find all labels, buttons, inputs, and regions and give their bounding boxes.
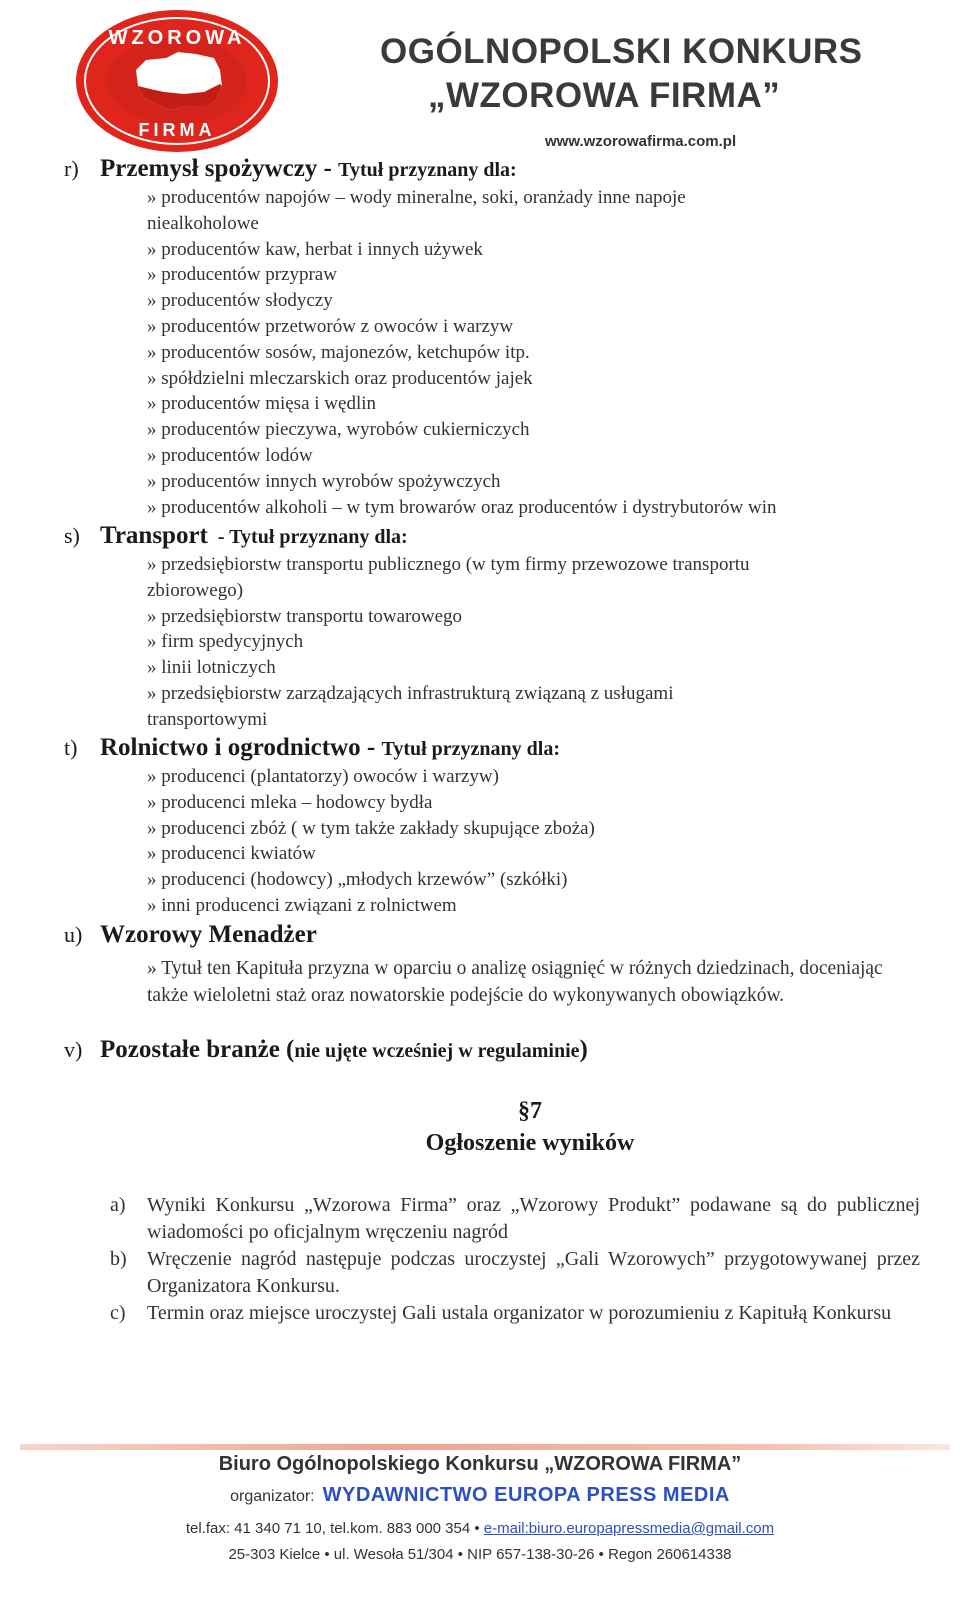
list-item: niealkoholowe <box>147 212 259 234</box>
result-item-c <box>110 1300 920 1327</box>
paragraph-number: §7 <box>518 1098 542 1124</box>
list-item: » producenci (hodowcy) „młodych krzewów” (szkółki) <box>147 869 568 891</box>
list-item: transportowymi <box>147 708 268 730</box>
list-item: » producentów sosów, majonezów, ketchupów itp. <box>147 341 530 363</box>
website-url: www.wzorowafirma.com.pl <box>545 133 737 150</box>
section-name: Transport <box>100 522 208 549</box>
item-text: Wyniki Konkursu „Wzorowa Firma” oraz „Wzorowy Produkt” podawane są do publicznej wiadomości po oficjalnym wręczeniu nagród <box>147 1194 920 1243</box>
section-r-list <box>147 185 927 520</box>
result-item-a <box>110 1192 920 1246</box>
item-letter: b) <box>110 1248 127 1270</box>
contest-title <box>380 30 950 118</box>
section-name-end: ) <box>579 1036 588 1063</box>
section-letter: u) <box>64 922 83 947</box>
list-item: » producentów słodyczy <box>147 290 333 312</box>
section-name: Pozostałe branże ( <box>100 1036 295 1063</box>
result-item-b <box>110 1246 920 1300</box>
section-r-heading <box>64 155 517 183</box>
list-item: » producenci kwiatów <box>147 843 316 865</box>
footer-organizer <box>0 1484 960 1507</box>
list-item: » producenci mleka – hodowcy bydła <box>147 791 433 813</box>
footer-office: Biuro Ogólnopolskiego Konkursu „WZOROWA FIRMA” <box>218 1453 742 1475</box>
section-u-heading <box>64 921 317 949</box>
list-item: » producentów napojów – wody mineralne, soki, oranżady inne napoje <box>147 187 686 208</box>
list-item: » producentów przypraw <box>147 264 337 286</box>
list-item: » producentów alkoholi – w tym browarów oraz producentów i dystrybutorów win <box>147 496 777 518</box>
section-s-list <box>147 552 927 733</box>
list-item: zbiorowego) <box>147 579 244 601</box>
footer-address: 25-303 Kielce • ul. Wesoła 51/304 • NIP 657-138-30-26 • Regon 260614338 <box>228 1546 732 1563</box>
list-item: » firm spedycyjnych <box>147 631 304 653</box>
section-subtitle: Tytuł przyznany dla: <box>381 738 561 760</box>
list-item: » inni producenci związani z rolnictwem <box>147 894 457 916</box>
paragraph-title: Ogłoszenie wyników <box>425 1130 635 1156</box>
contact-phones: tel.fax: 41 340 71 10, tel.kom. 883 000 354 • <box>185 1520 484 1537</box>
list-item: » producenci zbóż ( w tym także zakłady skupujące zboża) <box>147 817 595 839</box>
section-name: Przemysł spożywczy - <box>100 155 339 182</box>
list-item: » przedsiębiorstw transportu publicznego (w tym firmy przewozowe transportu <box>147 554 750 575</box>
organizer-label: organizator: <box>230 1488 315 1505</box>
item-text: Termin oraz miejsce uroczystej Gali ustala organizator w porozumieniu z Kapitułą Konkursu <box>147 1302 892 1324</box>
section-u-paragraph: » Tytuł ten Kapituła przyzna w oparciu o analizę osiągnięć w różnych dziedzinach, doceniając także wieloletni staż oraz nowatorskie podejście do wykonywanych obowiązków. <box>147 958 883 1006</box>
list-item: » spółdzielni mleczarskich oraz producentów jajek <box>147 367 533 389</box>
item-letter: a) <box>110 1194 126 1216</box>
logo-bottom-text: FIRMA <box>138 120 216 140</box>
footer-contact <box>0 1520 960 1537</box>
section-subtitle: Tytuł przyznany dla: <box>338 159 517 181</box>
section-letter: s) <box>64 523 80 548</box>
section-s-heading <box>64 522 408 550</box>
item-letter: c) <box>110 1302 126 1324</box>
list-item: » producenci (plantatorzy) owoców i warzyw) <box>147 766 499 787</box>
section-t-heading <box>64 734 560 762</box>
contest-title-line2: „WZOROWA FIRMA” <box>428 76 781 115</box>
section-letter: r) <box>64 156 79 181</box>
list-item: » producentów lodów <box>147 444 313 466</box>
list-item: » przedsiębiorstw transportu towarowego <box>147 605 463 627</box>
list-item: » producentów pieczywa, wyrobów cukierniczych <box>147 419 530 441</box>
section-name: Wzorowy Menadżer <box>100 921 317 948</box>
organizer-name: WYDAWNICTWO EUROPA PRESS MEDIA <box>322 1484 730 1506</box>
section-subtitle: nie ujęte wcześniej w regulaminie <box>294 1040 580 1062</box>
section-t-list <box>147 764 927 919</box>
section-v-heading <box>64 1036 588 1064</box>
logo-top-text: WZOROWA <box>108 27 246 49</box>
item-text: Wręczenie nagród następuje podczas uroczystej „Gali Wzorowych” przygotowywanej przez Organizatora Konkursu. <box>147 1248 920 1297</box>
contest-title-line1: OGÓLNOPOLSKI KONKURS <box>380 32 863 71</box>
list-item: » linii lotniczych <box>147 657 276 679</box>
section-letter: v) <box>64 1037 83 1062</box>
list-item: » producentów mięsa i wędlin <box>147 393 377 415</box>
list-item: » producentów przetworów z owoców i warzyw <box>147 315 514 337</box>
list-item: » producentów innych wyrobów spożywczych <box>147 470 501 492</box>
wzorowa-firma-logo <box>74 8 280 154</box>
section-name: Rolnictwo i ogrodnictwo - <box>100 734 382 761</box>
section-subtitle: - Tytuł przyznany dla: <box>207 526 408 548</box>
list-item: » przedsiębiorstw zarządzających infrastrukturą związaną z usługami <box>147 682 674 704</box>
footer-divider <box>20 1444 950 1450</box>
section-letter: t) <box>64 735 78 760</box>
list-item: » producentów kaw, herbat i innych używek <box>147 238 483 260</box>
contact-email-link[interactable]: e-mail:biuro.europapressmedia@gmail.com <box>483 1520 775 1537</box>
